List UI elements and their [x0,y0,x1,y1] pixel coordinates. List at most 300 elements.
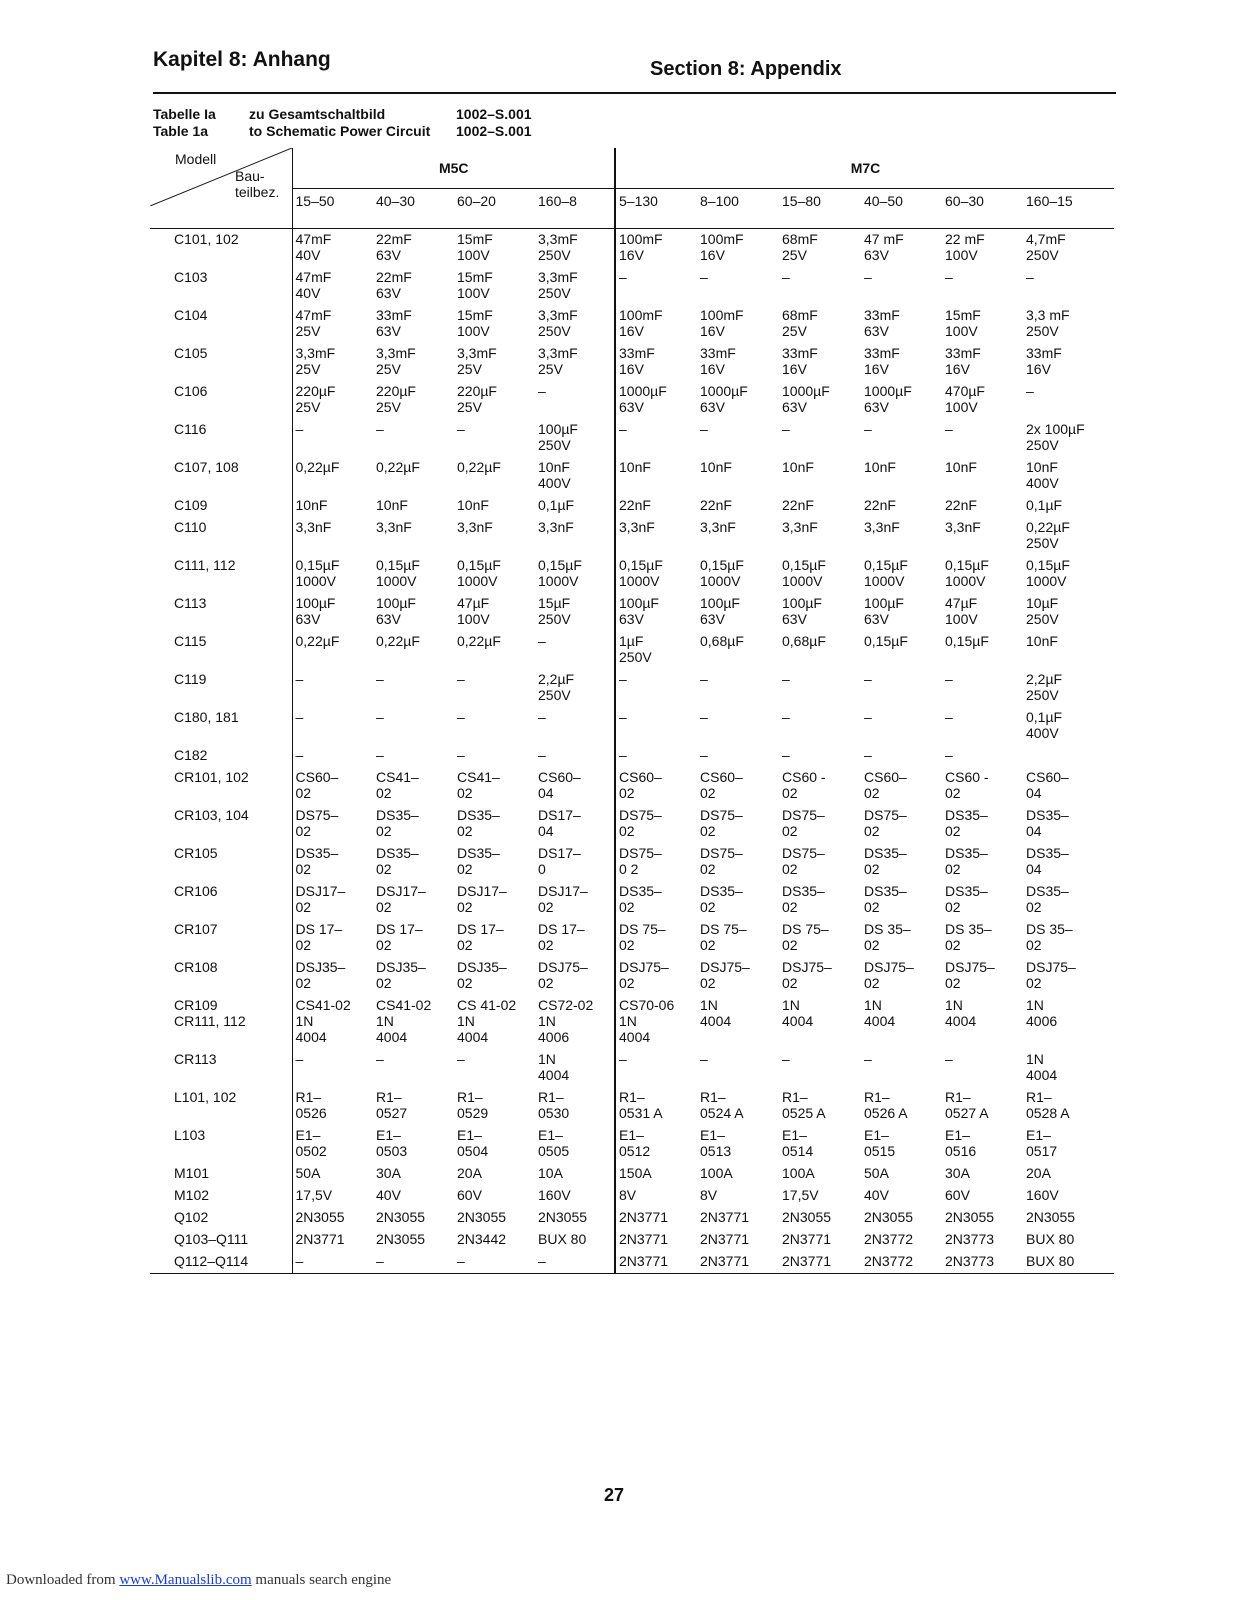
table-cell: 100mF 16V [700,231,744,263]
component-label: C116 [174,421,207,437]
table-cell: – [457,709,465,725]
table-cell: 2N3055 [538,1209,588,1225]
table-cell: – [1026,269,1034,285]
table-cell: 150A [615,1163,697,1185]
table-cell: 100mF 16V [615,305,697,343]
table-cell: DS 17– 02 [292,919,373,957]
table-cell: 1000µF 63V [615,381,697,419]
table-cell: DS35– 02 [782,883,825,915]
table-cell: 3,3mF 25V [376,345,416,377]
component-label: CR108 [174,959,218,975]
component-label: C180, 181 [174,709,239,725]
table-cell: – [864,671,872,687]
table-cell: 220µF 25V [457,383,497,415]
caption-ref-en: 1002–S.001 [456,123,532,139]
column-header: 40–30 [373,189,454,229]
component-label: CR101, 102 [174,769,249,785]
table-cell: – [700,671,708,687]
table-cell: 0,1µF 400V [1026,709,1063,741]
table-row [150,1207,1114,1229]
table-cell [1023,745,1114,767]
table-cell: 3,3mF 250V [538,231,578,263]
table-cell: 0,15µF 1000V [945,557,989,589]
footer-suffix: manuals search engine [251,1572,392,1588]
table-cell: 10nF 400V [1026,459,1059,491]
table-row [150,1087,1114,1125]
table-cell: 30A [376,1165,401,1181]
component-label: C105 [174,345,208,361]
table-cell: E1– 0513 [700,1127,732,1159]
table-cell: 10nF [1026,633,1058,649]
table-cell: 68mF 25V [782,307,818,339]
table-cell: – [864,269,872,285]
table-cell: DSJ17– 02 [538,883,588,915]
table-cell: 2N3055 [292,1207,373,1229]
table-cell: 0,68µF [782,633,826,649]
table-cell: 47µF 100V [945,595,978,627]
table-cell: DS 35– 02 [1026,921,1073,953]
table-cell: DS75– 0 2 [615,843,697,881]
table-cell: – [945,709,953,725]
table-cell: BUX 80 [1023,1251,1114,1274]
table-cell: – [700,747,708,763]
table-cell: 0,15µF [945,633,989,649]
table-row [150,1251,1114,1274]
table-cell: – [1026,383,1034,399]
column-header: 160–15 [1023,189,1114,229]
table-cell: 1µF 250V [615,631,697,669]
table-row [150,517,1114,555]
table-cell: – [292,419,373,457]
table-cell: 22mF 63V [376,269,412,301]
table-cell: E1– 0515 [864,1127,896,1159]
caption-text-de: zu Gesamtschaltbild [249,106,386,122]
table-cell: – [376,709,384,725]
table-cell: 68mF 25V [782,231,818,263]
table-row [150,419,1114,457]
table-cell: 1N 4004 [538,1051,570,1083]
table-row [150,381,1114,419]
component-label: C103 [174,269,208,285]
table-cell: CS60 - 02 [945,769,989,801]
table-cell: 100µF 63V [864,595,904,627]
table-cell: 10nF 400V [538,459,571,491]
table-cell: 0,22µF [457,459,501,475]
table-cell: – [782,421,790,437]
table-row [150,995,1114,1049]
table-cell: 22nF [864,497,896,513]
table-cell: 20A [1026,1165,1051,1181]
caption-label-de: Tabelle Ia [153,106,216,122]
table-cell: DS 75– 02 [700,921,747,953]
table-cell: 1N 4004 [700,997,732,1029]
table-cell: 100µF 63V [782,595,822,627]
table-cell: DS35– 02 [457,845,500,877]
table-cell: 3,3nF [945,519,981,535]
table-cell: – [864,709,872,725]
column-header: 60–30 [942,189,1023,229]
table-cell: 20A [457,1165,482,1181]
table-cell: 0,1µF [1026,497,1063,513]
table-cell: DSJ75– 02 [782,959,832,991]
table-cell: R1– 0526 [292,1087,373,1125]
table-cell: – [782,747,790,763]
table-cell: – [538,709,546,725]
table-cell: – [945,269,953,285]
table-cell: 2N3055 [945,1209,995,1225]
table-cell: 3,3mF 25V [457,345,497,377]
corner-label-teilbez: teilbez. [235,184,280,200]
table-row [150,305,1114,343]
table-cell: E1– 0505 [538,1127,570,1159]
table-row [150,267,1114,305]
table-cell: DSJ35– 02 [292,957,373,995]
table-cell: DSJ75– 02 [1026,959,1076,991]
table-cell: 1000µF 63V [700,383,748,415]
table-cell: 0,22µF [376,459,420,475]
table-cell: 2N3442 [457,1231,507,1247]
table-row [150,343,1114,381]
table-cell: 2N3055 [864,1209,914,1225]
table-cell: 220µF 25V [292,381,373,419]
table-cell: 3,3mF 25V [292,343,373,381]
table-cell: DSJ35– 02 [457,959,507,991]
table-cell: 1N 4006 [1026,997,1058,1029]
table-cell: 22nF [615,495,697,517]
table-cell: 3,3nF [457,519,493,535]
manualslib-link[interactable]: www.Manualslib.com [119,1572,252,1588]
table-cell: – [538,383,546,399]
table-cell: 10µF 250V [1026,595,1059,627]
table-cell: – [945,421,953,437]
table-row [150,631,1114,669]
component-label: Q103–Q111 [174,1231,249,1247]
table-cell: 100µF 63V [700,595,740,627]
table-cell: 1N 4004 [864,997,896,1029]
component-label: C106 [174,383,208,399]
table-cell: – [457,747,465,763]
table-cell: DS75– 02 [700,807,743,839]
component-label: C115 [174,633,207,649]
table-cell: DSJ75– 02 [700,959,750,991]
component-label: CR107 [174,921,218,937]
table-cell: CS41-02 1N 4004 [376,997,432,1045]
table-cell: 22 mF 100V [945,231,985,263]
component-label: Q112–Q114 [150,1251,292,1274]
table-cell: 100µF 63V [376,595,416,627]
table-cell: 2N3772 [864,1231,914,1247]
table-cell: 0,15µF 1000V [376,557,420,589]
table-cell: DS35– 02 [376,845,419,877]
table-cell: 3,3nF [538,519,574,535]
column-header: 5–130 [615,189,697,229]
table-caption [153,106,532,140]
caption-label-en: Table 1a [153,123,208,139]
table-cell: 470µF 100V [945,383,985,415]
table-cell: DS75– 02 [615,805,697,843]
table-row [150,843,1114,881]
table-cell: 2N3055 [376,1231,426,1247]
table-cell: 10nF [864,459,896,475]
table-cell: 33mF 16V [700,345,736,377]
table-cell: – [945,747,953,763]
component-label: M102 [174,1187,210,1203]
table-cell: 15mF 100V [457,307,493,339]
table-cell: E1– 0504 [457,1127,489,1159]
table-cell: – [782,709,790,725]
table-cell: 2,2µF 250V [1026,671,1063,703]
table-cell: DS 75– 02 [782,921,829,953]
table-cell: 3,3nF [782,519,818,535]
table-cell: 0,15µF 1000V [864,557,908,589]
table-cell: DSJ75– 02 [615,957,697,995]
column-header: 15–80 [779,189,861,229]
table-cell: 22nF [700,497,732,513]
table-cell: CS60– 02 [864,769,907,801]
table-cell: 50A [864,1165,889,1181]
table-cell: 160V [1026,1187,1059,1203]
table-cell: 30A [945,1165,970,1181]
table-cell: 100A [782,1165,815,1181]
table-cell: 33mF 16V [782,345,818,377]
table-cell: 0,1µF [538,497,575,513]
component-label: C111, 112 [174,557,236,573]
table-cell: 3,3mF 25V [538,345,578,377]
table-cell: 2N3771 [779,1251,861,1274]
table-row [150,1229,1114,1251]
table-cell: 2N3771 [615,1251,697,1274]
table-cell: DS 35– 02 [945,921,992,953]
table-cell: – [615,745,697,767]
table-cell: – [292,1251,373,1274]
table-cell: DS35– 02 [1026,883,1069,915]
table-cell: 3,3nF [376,519,412,535]
table-cell: 3,3nF [292,517,373,555]
table-cell: DS35– 02 [376,807,419,839]
corner-label-modell: Modell [175,151,217,167]
table-cell: 50A [292,1163,373,1185]
table-cell: CS60– 02 [292,767,373,805]
table-cell: DS75– 02 [782,807,825,839]
table-cell: 33mF 16V [1026,345,1062,377]
table-cell: 10nF [700,459,732,475]
table-cell: 10A [538,1165,563,1181]
table-cell: 3,3nF [864,519,900,535]
table-cell: DS35– 02 [864,883,907,915]
component-label: C107, 108 [174,459,239,475]
component-label: L101, 102 [174,1089,237,1105]
table-cell: 0,68µF [700,633,744,649]
table-cell: 2N3055 [782,1209,832,1225]
table-cell: 100mF 16V [700,307,744,339]
table-cell: R1– 0530 [538,1089,570,1121]
component-label: C101, 102 [174,231,239,247]
group-header-m7c: M7C [615,148,1114,189]
table-cell: 3,3nF [700,519,736,535]
table-cell: 3,3nF [615,517,697,555]
table-cell: R1– 0526 A [864,1089,908,1121]
table-cell: 10nF [292,495,373,517]
page-number: 27 [604,1485,625,1505]
table-cell: 2N3771 [700,1231,750,1247]
table-cell: – [376,671,384,687]
table-cell: 22mF 63V [376,231,412,263]
table-cell: – [615,707,697,745]
table-cell: 8V [615,1185,697,1207]
table-row [150,229,1114,268]
table-cell: DSJ35– 02 [376,959,426,991]
table-cell: 10nF [376,497,408,513]
table-cell: DS 17– 02 [376,921,423,953]
table-cell: 17,5V [782,1187,819,1203]
table-cell: 2N3771 [292,1229,373,1251]
table-cell: E1– 0512 [615,1125,697,1163]
table-cell: DSJ75– 02 [538,959,588,991]
table-cell: E1– 0516 [945,1127,977,1159]
table-cell: 15mF 100V [457,231,493,263]
group-header-m5c: M5C [292,148,615,189]
table-row [150,957,1114,995]
table-cell: CS 41-02 1N 4004 [457,997,517,1045]
table-cell: – [945,1051,953,1067]
table-cell: DS35– 02 [945,883,988,915]
table-cell: CS60– 02 [615,767,697,805]
table-cell: 8V [700,1187,718,1203]
component-label: CR113 [174,1051,217,1067]
table-cell: 0,15µF 1000V [700,557,744,589]
header-rule [153,92,1116,94]
table-cell: 47mF 40V [292,267,373,305]
table-cell: R1– 0528 A [1026,1089,1070,1121]
table-cell: DS17– 0 [538,845,581,877]
table-cell: 2x 100µF 250V [1026,421,1085,453]
table-cell: 1N 4004 [945,997,977,1029]
table-cell: DS 35– 02 [864,921,911,953]
table-cell: 100mF 16V [615,229,697,268]
table-cell: CS41– 02 [376,769,419,801]
table-cell: – [538,747,546,763]
table-cell: – [538,633,546,649]
table-cell: – [457,421,465,437]
table-cell: 4,7mF 250V [1026,231,1066,263]
table-cell: E1– 0514 [782,1127,814,1159]
table-cell: DS75– 02 [864,807,907,839]
table-row [150,767,1114,805]
table-cell: CS60 - 02 [782,769,826,801]
component-label: C110 [174,519,207,535]
table-cell: 100µF 63V [615,593,697,631]
component-label: L103 [174,1127,206,1143]
table-cell: 0,15µF 1000V [782,557,826,589]
table-cell: – [782,671,790,687]
table-cell: DS35– 02 [292,843,373,881]
table-cell: – [292,707,373,745]
table-cell: R1– 0527 [376,1089,408,1121]
caption-text-en: to Schematic Power Circuit [249,123,431,139]
table-cell: 47mF 25V [292,305,373,343]
table-cell: 2,2µF 250V [538,671,575,703]
table-cell: 33mF 63V [376,307,412,339]
table-cell: DS 17– 02 [457,921,504,953]
table-cell: DS35– 02 [864,845,907,877]
table-row [150,745,1114,767]
table-cell: R1– 0529 [457,1089,489,1121]
table-cell: – [782,1051,790,1067]
table-cell: DS75– 02 [292,805,373,843]
table-cell: – [292,745,373,767]
table-cell: 1N 4004 [1026,1051,1058,1083]
table-cell: 33mF 16V [864,345,900,377]
table-cell: DS35– 02 [945,845,988,877]
corner-label-bau: Bau- [235,168,265,184]
table-cell: DS75– 02 [782,845,825,877]
column-header: 160–8 [535,189,615,229]
table-cell: DS35– 02 [945,807,988,839]
component-label: CR109 CR111, 112 [174,997,246,1029]
table-row [150,593,1114,631]
table-cell: 33mF 16V [615,343,697,381]
table-cell: 2N3773 [945,1231,995,1247]
table-cell: DS35– 04 [1026,845,1069,877]
table-cell: 47µF 100V [457,595,490,627]
table-cell: DS35– 02 [457,807,500,839]
download-footer [6,1572,391,1589]
table-row [150,1125,1114,1163]
table-cell: R1– 0527 A [945,1089,989,1121]
table-cell: 40V [864,1187,889,1203]
table-cell: 100µF 250V [538,421,578,453]
table-cell: DS 17– 02 [538,921,585,953]
table-row [150,707,1114,745]
table-cell: 15µF 250V [538,595,571,627]
table-cell: 0,15µF [864,633,908,649]
table-cell: 220µF 25V [376,383,416,415]
table-cell: – [615,669,697,707]
column-header: 8–100 [697,189,779,229]
component-label: C182 [174,747,208,763]
table-cell: 2N3771 [700,1209,750,1225]
table-cell: E1– 0517 [1026,1127,1058,1159]
table-cell: 3,3 mF 250V [1026,307,1070,339]
table-cell: – [292,1049,373,1087]
table-cell: BUX 80 [1026,1231,1075,1247]
table-cell: 2N3055 [376,1209,426,1225]
table-cell: 3,3mF 250V [538,269,578,301]
table-cell: 0,22µF 250V [1026,519,1070,551]
table-cell: 2N3771 [697,1251,779,1274]
table-cell: 2N3771 [782,1231,832,1247]
table-row [150,881,1114,919]
table-cell: 100A [700,1165,733,1181]
table-cell: 33mF 16V [945,345,981,377]
footer-prefix: Downloaded from [6,1572,120,1588]
table-cell: 0,15µF 1000V [292,555,373,593]
table-cell: 17,5V [292,1185,373,1207]
table-cell: DSJ17– 02 [292,881,373,919]
table-cell: CS60– 04 [1026,769,1069,801]
table-cell: – [864,747,872,763]
table-cell: E1– 0503 [376,1127,408,1159]
table-cell: R1– 0525 A [782,1089,826,1121]
table-cell: DS35– 02 [615,881,697,919]
table-cell: DSJ75– 02 [864,959,914,991]
table-cell: DSJ17– 02 [457,883,507,915]
table-cell: 22nF [945,497,977,513]
table-cell: 2N3771 [615,1207,697,1229]
table-cell: – [376,1051,384,1067]
table-cell: 100µF 63V [292,593,373,631]
component-label: CR103, 104 [174,807,249,823]
